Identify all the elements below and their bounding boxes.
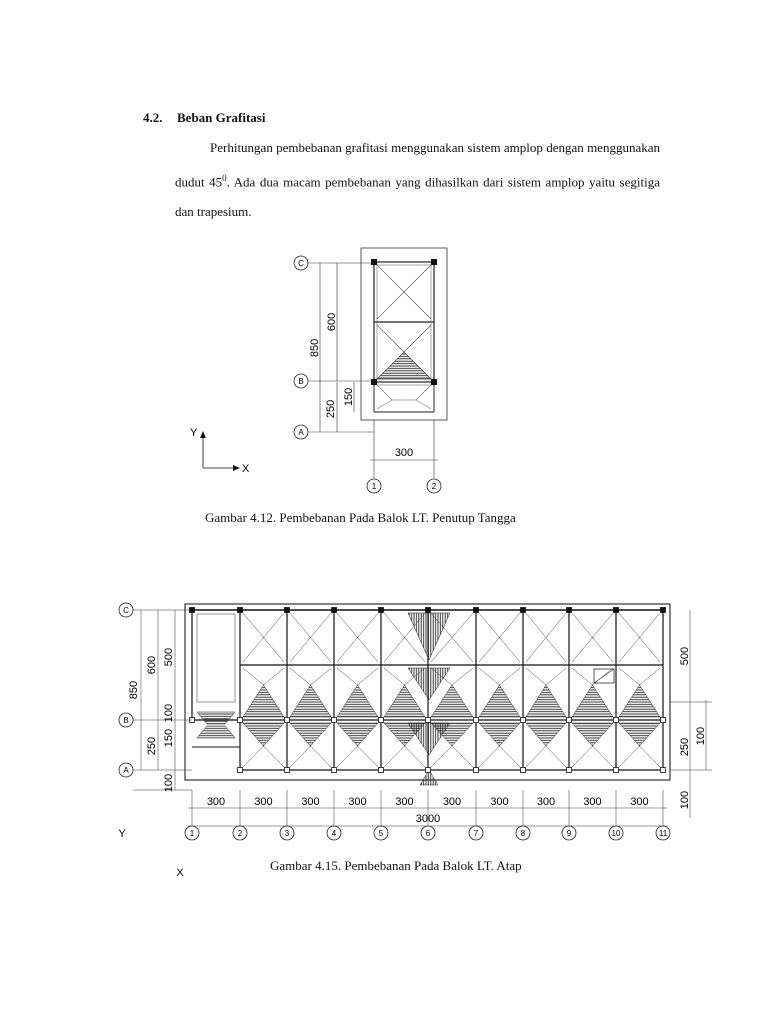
paragraph-part-1: Perhitungan pembebanan grafitasi menggunakan sistem amplop dengan menggunakan dudut 45 xyxy=(175,140,660,190)
span-label: 300 xyxy=(442,796,462,808)
column-label-11: 11 xyxy=(658,829,668,838)
dim-500-left: 500 xyxy=(163,647,175,667)
axis-label-b: B xyxy=(123,716,129,725)
dim-100-right: 100 xyxy=(695,726,707,746)
dim-600: 600 xyxy=(146,655,158,675)
dim-500-right: 500 xyxy=(679,646,691,666)
span-label: 300 xyxy=(583,796,602,808)
column-label-2: 2 xyxy=(431,482,437,491)
stair-hatch xyxy=(197,712,235,724)
triangle-load xyxy=(479,685,520,717)
column-node xyxy=(567,768,572,773)
paragraph-part-2: . Ada dua macam pembebanan yang dihasilkan dari sistem amplop yaitu segitiga dan trapesium. xyxy=(175,174,660,220)
column-node xyxy=(661,768,666,773)
dim-850: 850 xyxy=(128,680,140,700)
column-node xyxy=(332,768,337,773)
column-node xyxy=(661,718,666,723)
column-label-2: 2 xyxy=(237,829,243,838)
vertical-hatch xyxy=(408,723,450,755)
dim-250: 250 xyxy=(325,399,337,419)
column-node xyxy=(661,608,666,613)
column-node xyxy=(426,718,431,723)
column-node xyxy=(521,718,526,723)
column-label-4: 4 xyxy=(331,829,337,838)
column-label-7: 7 xyxy=(473,829,479,838)
figure-1-caption: Gambar 4.12. Pembebanan Pada Balok LT. Penutup Tangga xyxy=(205,510,516,525)
column-label-1: 1 xyxy=(371,482,377,491)
dim-100-bottom-right: 100 xyxy=(679,790,691,810)
dim-100-bottom-left: 100 xyxy=(163,773,175,793)
column-node xyxy=(426,608,431,613)
section-number: 4.2. xyxy=(143,110,163,125)
triangle-load xyxy=(619,723,660,746)
column-node xyxy=(426,768,431,773)
section-title: Beban Grafitasi xyxy=(177,110,266,125)
column-node xyxy=(238,608,243,613)
axis-label-c: C xyxy=(298,259,304,268)
y-axis-label: Y xyxy=(190,427,198,439)
span-label: 300 xyxy=(630,796,649,808)
column-label-3: 3 xyxy=(284,829,290,838)
x-axis-label: X xyxy=(242,463,250,475)
triangle-load xyxy=(526,685,566,717)
column-node xyxy=(285,768,290,773)
column-node xyxy=(379,718,384,723)
column-node xyxy=(238,768,243,773)
column-node xyxy=(238,718,243,723)
column-label-9: 9 xyxy=(566,829,572,838)
column-label-6: 6 xyxy=(425,829,431,838)
column-node xyxy=(614,768,619,773)
dim-150: 150 xyxy=(343,387,355,407)
column-node xyxy=(379,768,384,773)
column-node xyxy=(379,608,384,613)
column-label-8: 8 xyxy=(520,829,526,838)
triangle-load xyxy=(526,723,566,746)
figure-2-caption: Gambar 4.15. Pembebanan Pada Balok LT. Atap xyxy=(270,858,522,873)
column-node xyxy=(474,608,479,613)
axis-label-b: B xyxy=(298,377,304,386)
triangle-load xyxy=(384,685,425,717)
column-node xyxy=(614,718,619,723)
column-label-5: 5 xyxy=(378,829,384,838)
span-label: 300 xyxy=(348,796,367,808)
span-label: 300 xyxy=(301,796,320,808)
triangle-load xyxy=(337,723,378,746)
triangle-load xyxy=(431,685,473,717)
column-node xyxy=(332,718,337,723)
span-label: 300 xyxy=(254,796,273,808)
dim-600: 600 xyxy=(326,312,338,332)
triangle-load xyxy=(619,685,660,717)
triangle-load xyxy=(337,685,378,717)
axis-label-a: A xyxy=(123,766,129,775)
dim-250-right: 250 xyxy=(679,737,691,757)
span-label: 300 xyxy=(490,796,509,808)
axis-label-c: C xyxy=(123,606,129,615)
span-label: 300 xyxy=(536,796,556,808)
triangle-load xyxy=(572,685,613,717)
axis-label-a: A xyxy=(298,428,304,437)
triangle-load xyxy=(243,685,284,717)
column-label-10: 10 xyxy=(611,829,621,838)
stair-hatch xyxy=(197,726,235,738)
dim-150-left: 150 xyxy=(163,728,175,748)
triangle-load xyxy=(243,723,284,746)
column-node xyxy=(614,608,619,613)
column-label-1: 1 xyxy=(189,829,195,838)
span-label: 300 xyxy=(206,796,226,808)
dim-300: 300 xyxy=(394,447,414,459)
column-node xyxy=(474,718,479,723)
column-node xyxy=(521,768,526,773)
column-node xyxy=(474,768,479,773)
vertical-hatch xyxy=(408,613,450,660)
dim-850: 850 xyxy=(309,338,321,358)
triangle-load xyxy=(479,723,520,746)
column-node xyxy=(285,718,290,723)
column-node xyxy=(567,718,572,723)
triangle-load xyxy=(572,723,613,746)
dim-250-left: 250 xyxy=(146,736,158,756)
degree-superscript: 0 xyxy=(222,173,227,183)
column-node xyxy=(285,608,290,613)
dim-100-left: 100 xyxy=(163,703,175,723)
triangle-load xyxy=(290,723,331,746)
total-length-label: 3000 xyxy=(415,813,441,825)
column-node xyxy=(521,608,526,613)
column-node xyxy=(332,608,337,613)
triangle-load xyxy=(290,685,331,717)
vertical-hatch xyxy=(408,668,450,700)
y-axis-label: Y xyxy=(118,828,126,840)
column-node xyxy=(567,608,572,613)
span-label: 300 xyxy=(395,796,414,808)
x-axis-label: X xyxy=(176,867,184,879)
